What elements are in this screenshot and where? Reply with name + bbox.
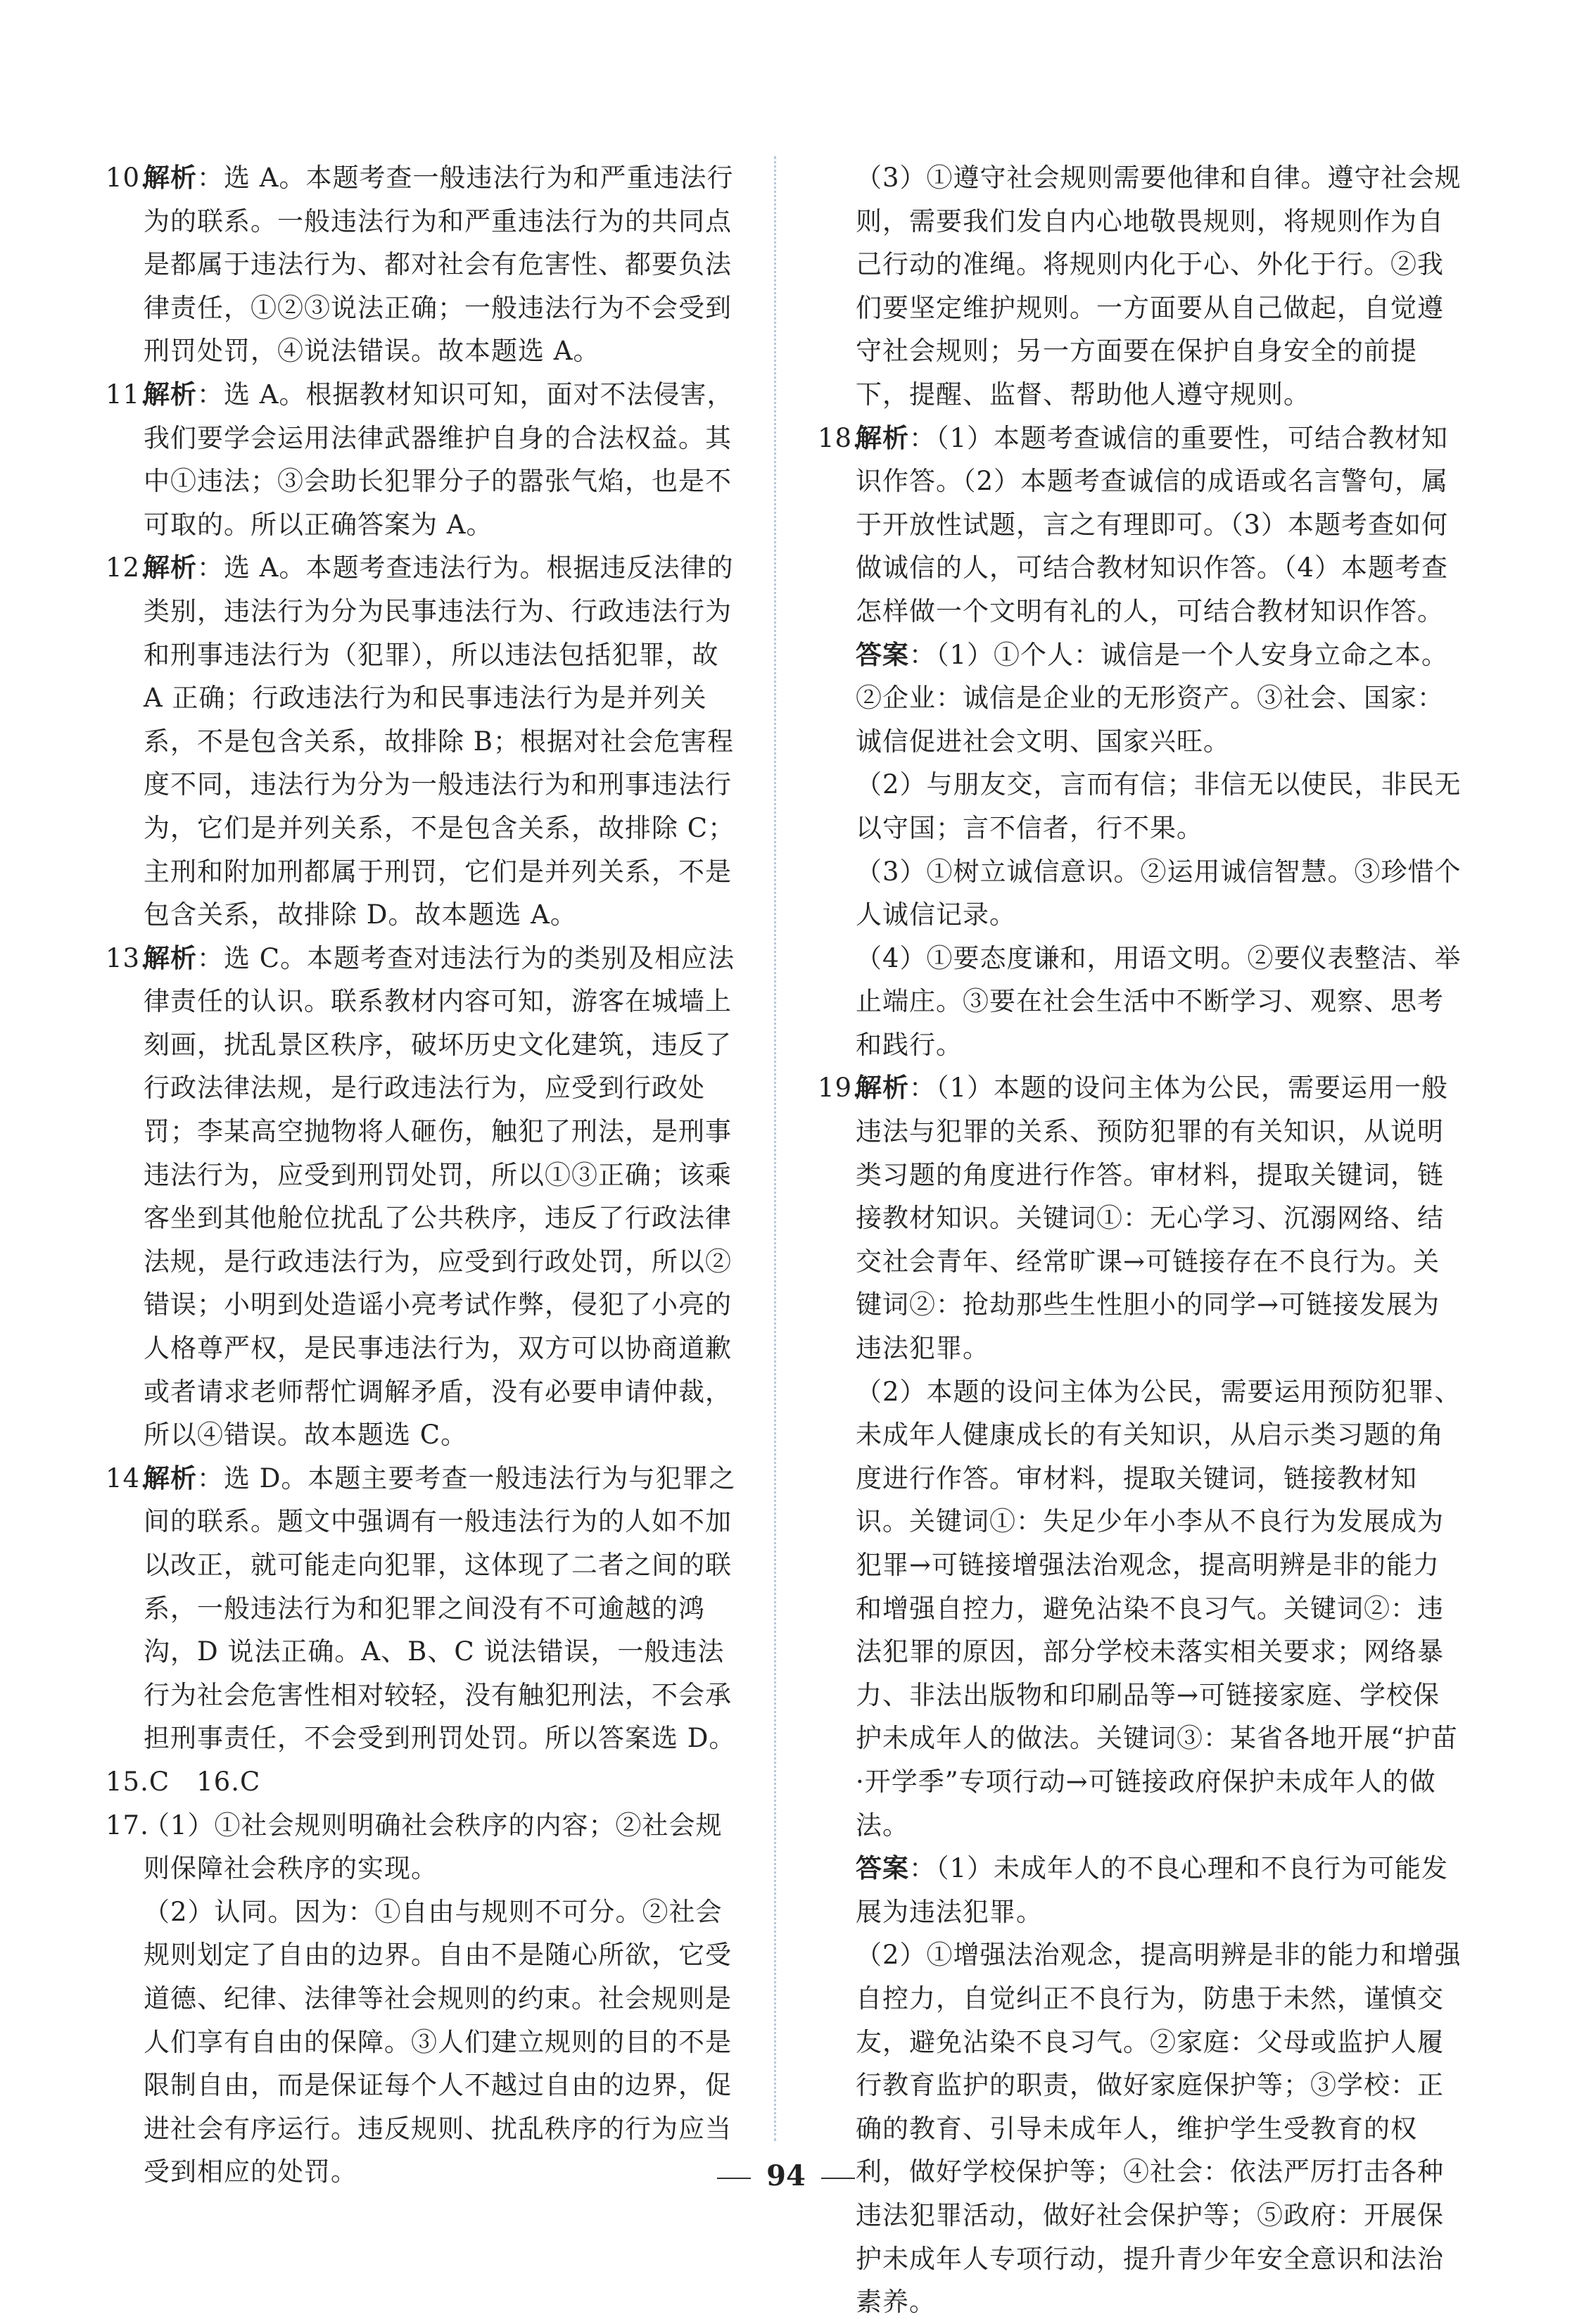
- answer-item-12: [106, 546, 742, 936]
- item-number: 14.: [106, 1463, 149, 1493]
- item-number: 10.: [106, 163, 149, 193]
- answer-item-17-part-3: （3）①遵守社会规则需要他律和自律。遵守社会规则，需要我们发自内心地敬畏规则，将规则作为自己行动的准绳。将规则内化于心、外化于行。②我们要坚定维护规则。一方面要从自己做起，自觉遵守社会规则；另一方面要在保护自身安全的前提下，提醒、监督、帮助他人遵守规则。: [856, 163, 1462, 410]
- analysis-label: 解析: [856, 1073, 909, 1104]
- answer-part-1: ：（1）①个人：诚信是一个人安身立命之本。②企业：诚信是企业的无形资产。③社会、国家：诚信促进社会文明、国家兴旺。: [856, 639, 1449, 757]
- answer-item-14: [106, 1457, 742, 1760]
- left-column: [106, 156, 742, 2194]
- answer-part-4: （4）①要态度谦和，用语文明。②要仪表整洁、举止端庄。③要在社会生活中不断学习、观察、思考和践行。: [856, 942, 1462, 1060]
- analysis-text: ：选 D。本题主要考查一般违法行为与犯罪之间的联系。题文中强调有一般违法行为的人如不加以改正，就可能走向犯罪，这体现了二者之间的联系，一般违法行为和犯罪之间没有不可逾越的鸿沟，D 说法正确。A、B、C 说法错误，一般违法行为社会危害性相对较轻，没有触犯刑法，不会承担刑事责任，不会受到刑罚处罚。所以答案选 D。: [144, 1463, 736, 1754]
- answer-part-3: （3）①树立诚信意识。②运用诚信智慧。③珍惜个人诚信记录。: [856, 856, 1462, 930]
- analysis-text: ：选 A。根据教材知识可知，面对不法侵害，我们要学会运用法律武器维护自身的合法权益。其中①违法；③会助长犯罪分子的嚣张气焰，也是不可取的。所以正确答案为 A。: [144, 379, 734, 540]
- item-number: 13.: [106, 942, 149, 973]
- right-column: [818, 156, 1465, 2324]
- footer-dash-left: [717, 2178, 751, 2179]
- answer-item-19: [818, 1066, 1465, 1370]
- analysis-label: 解析: [144, 379, 197, 410]
- answer-block: [818, 633, 1465, 764]
- answer-label: 答案: [856, 639, 909, 670]
- item-number: 18.: [818, 422, 861, 453]
- analysis-label: 解析: [144, 942, 197, 973]
- answer-part-2: （2）认同。因为：①自由与规则不可分。②社会规则划定了自由的边界。自由不是随心所欲，它受道德、纪律、法律等社会规则的约束。社会规则是人们享有自由的保障。③人们建立规则的目的不是限制自由，而是保证每个人不越过自由的边界，促进社会有序运行。违反规则、扰乱秩序的行为应当受到相应的处罚。: [144, 1896, 732, 2187]
- analysis-text-part-1: ：（1）本题的设问主体为公民，需要运用一般违法与犯罪的关系、预防犯罪的有关知识，从说明类习题的角度进行作答。审材料，提取关键词，链接教材知识。关键词①：无心学习、沉溺网络、结交社会青年、经常旷课→可链接存在不良行为。关键词②：抢劫那些生性胆小的同学→可链接发展为违法犯罪。: [856, 1073, 1449, 1364]
- footer-dash-right: [821, 2178, 855, 2179]
- answer-part-2: （2）①增强法治观念，提高明辨是非的能力和增强自控力，自觉纠正不良行为，防患于未然，谨慎交友，避免沾染不良习气。②家庭：父母或监护人履行教育监护的职责，做好家庭保护等；③学校：正确的教育、引导未成年人，维护学生受教育的权利，做好学校保护等；④社会：依法严厉打击各种违法犯罪活动，做好社会保护等；⑤政府：开展保护未成年人专项行动，提升青少年安全意识和法治素养。: [856, 1940, 1462, 2318]
- answer-part-2: （2）与朋友交，言而有信；非信无以使民，非民无以守国；言不信者，行不果。: [856, 769, 1462, 843]
- analysis-label: 解析: [856, 422, 909, 453]
- answer-item-18: [818, 417, 1465, 633]
- analysis-text: ：选 A。本题考查一般违法行为和严重违法行为的联系。一般违法行为和严重违法行为的共同点是都属于违法行为、都对社会有危害性、都要负法律责任，①②③说法正确；一般违法行为不会受到刑罚处罚，④说法错误。故本题选 A。: [144, 163, 734, 367]
- answer-part-1: （1）①社会规则明确社会秩序的内容；②社会规则保障社会秩序的实现。: [144, 1810, 723, 1884]
- page-number: 94: [766, 2159, 806, 2192]
- analysis-label: 解析: [144, 552, 197, 583]
- analysis-label: 解析: [144, 163, 197, 193]
- item-number: 19.: [818, 1073, 861, 1104]
- item-number: 12.: [106, 552, 149, 583]
- answer-block: [818, 1847, 1465, 1933]
- analysis-label: 解析: [144, 1463, 197, 1493]
- item-number: 17.: [106, 1810, 149, 1840]
- answer-label: 答案: [856, 1853, 909, 1884]
- answer-item-11: [106, 373, 742, 546]
- analysis-text: ：（1）本题考查诚信的重要性，可结合教材知识作答。（2）本题考查诚信的成语或名言警句，属于开放性试题，言之有理即可。（3）本题考查如何做诚信的人，可结合教材知识作答。（4）本题考查怎样做一个文明有礼的人，可结合教材知识作答。: [856, 422, 1449, 626]
- analysis-text: ：选 A。本题考查违法行为。根据违反法律的类别，违法行为分为民事违法行为、行政违法行为和刑事违法行为（犯罪），所以违法包括犯罪，故 A 正确；行政违法行为和民事违法行为是并列关系，不是包含关系，故排除 B；根据对社会危害程度不同，违法行为分为一般违法行为和刑事违法行为，它们是并列关系，不是包含关系，故排除 C；主刑和附加刑都属于刑罚，它们是并列关系，不是包含关系，故排除 D。故本题选 A。: [144, 552, 735, 930]
- item-number: 11.: [106, 379, 149, 410]
- answer-item-17: [106, 1804, 742, 1890]
- page-footer: [0, 2159, 1572, 2192]
- answer-items-15-16: 15.C 16.C: [106, 1766, 261, 1797]
- answer-item-13: [106, 937, 742, 1457]
- analysis-text-part-2: （2）本题的设问主体为公民，需要运用预防犯罪、未成年人健康成长的有关知识，从启示类习题的角度进行作答。审材料，提取关键词，链接教材知识。关键词①：失足少年小李从不良行为发展成为犯罪→可链接增强法治观念，提高明辨是非的能力和增强自控力，避免沾染不良习气。关键词②：违法犯罪的原因，部分学校未落实相关要求；网络暴力、非法出版物和印刷品等→可链接家庭、学校保护未成年人的做法。关键词③：某省各地开展“护苗·开学季”专项行动→可链接政府保护未成年人的做法。: [856, 1376, 1462, 1840]
- analysis-text: ：选 C。本题考查对违法行为的类别及相应法律责任的认识。联系教材内容可知，游客在城墙上刻画，扰乱景区秩序，破坏历史文化建筑，违反了行政法律法规，是行政违法行为，应受到行政处罚；李某高空抛物将人砸伤，触犯了刑法，是刑事违法行为，应受到刑罚处罚，所以①③正确；该乘客坐到其他舱位扰乱了公共秩序，违反了行政法律法规，是行政违法行为，应受到行政处罚，所以②错误；小明到处造谣小亮考试作弊，侵犯了小亮的人格尊严权，是民事违法行为，双方可以协商道歉或者请求老师帮忙调解矛盾，没有必要申请仲裁，所以④错误。故本题选 C。: [144, 942, 735, 1451]
- answer-item-10: [106, 156, 742, 373]
- answer-part-1: ：（1）未成年人的不良心理和不良行为可能发展为违法犯罪。: [856, 1853, 1449, 1927]
- column-divider: [774, 156, 776, 2141]
